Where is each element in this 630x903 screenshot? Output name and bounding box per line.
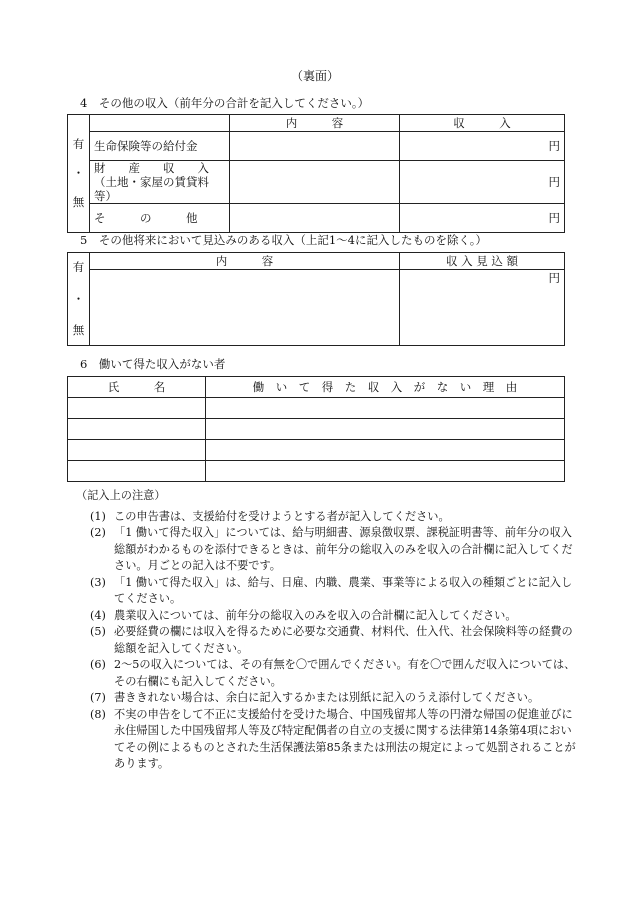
section4-no-label: 無: [72, 195, 85, 209]
table-row: [68, 419, 565, 440]
section5-availability: [68, 253, 90, 346]
section6-header-reason: 働 い て 得 た 収 入 が な い 理 由: [206, 377, 565, 398]
yen-unit: 円: [548, 139, 560, 153]
reason-cell[interactable]: [206, 419, 565, 440]
note-text: 書ききれない場合は、余白に記入するかまたは別紙に記入のうえ添付してください。: [114, 691, 540, 704]
row-label-other: そ の 他: [90, 204, 230, 233]
note-number: (2): [90, 526, 106, 539]
section5-table: [67, 252, 565, 346]
section4-header-blank: [90, 115, 230, 132]
note-item: [80, 608, 580, 625]
other-income-cell[interactable]: [400, 204, 565, 233]
table-row: [68, 440, 565, 461]
notes-heading: （記入上の注意）: [76, 489, 166, 502]
section4-dot: ・: [72, 166, 85, 180]
table-row: [68, 132, 565, 161]
note-item: [80, 624, 580, 657]
section5-no-label: 無: [72, 323, 85, 337]
name-cell[interactable]: [68, 398, 206, 419]
note-text: この申告書は、支援給付を受けようとする者が記入してください。: [114, 509, 450, 523]
reason-cell[interactable]: [206, 398, 565, 419]
section5-yes-label: 有: [72, 260, 85, 274]
insurance-content-cell[interactable]: [230, 132, 400, 161]
note-item: [80, 690, 580, 707]
reason-cell[interactable]: [206, 461, 565, 482]
note-number: (8): [90, 707, 106, 721]
name-cell[interactable]: [68, 419, 206, 440]
note-number: (3): [90, 575, 106, 589]
section5-heading: 5 その他将来において見込みのある収入（上記1～4に記入したものを除く。）: [80, 233, 487, 247]
section5-header-content: 内 容: [90, 253, 400, 270]
section4-yes-label: 有: [72, 137, 85, 151]
table-row: [68, 161, 565, 204]
note-number: (4): [90, 608, 106, 622]
page-title: （裏面）: [290, 69, 339, 83]
note-text: 「1 働いて得た収入」は、給与、日雇、内職、農業、事業等による収入の種類ごとに記入してください。: [114, 575, 573, 605]
name-cell[interactable]: [68, 461, 206, 482]
note-item: [80, 509, 580, 526]
section6-table: [67, 376, 565, 482]
note-item: [80, 575, 580, 608]
note-text: 2～5の収入については、その有無を〇で囲んでください。有を〇で囲んだ収入については、その右欄にも記入してください。: [114, 658, 576, 688]
property-label: 財 産 収 入: [94, 161, 209, 175]
yen-unit: 円: [548, 211, 560, 225]
property-income-cell[interactable]: [400, 161, 565, 204]
section5-dot: ・: [72, 292, 85, 306]
note-text: 不実の申告をして不正に支援給付を受けた場合、中国残留邦人等の円滑な帰国の促進並びに永住帰国した中国残留邦人等及び特定配偶者の自立の支援に関する法律第14条第4項においてその例によるものとされた生活保護法第85条または刑法の規定によって処罰されることがあります。: [114, 707, 576, 770]
note-text: 必要経費の欄には収入を得るために必要な交通費、材料代、仕入代、社会保険料等の経費の総額を記入してください。: [114, 625, 573, 655]
yen-unit: 円: [548, 175, 560, 189]
table-row: [68, 398, 565, 419]
note-number: (7): [90, 691, 106, 704]
row-label-property: [90, 161, 230, 204]
section4-header-content: 内 容: [230, 115, 400, 132]
note-number: (6): [90, 658, 106, 671]
name-cell[interactable]: [68, 440, 206, 461]
table-row: [68, 461, 565, 482]
insurance-income-cell[interactable]: [400, 132, 565, 161]
row-label-insurance: 生命保険等の給付金: [90, 132, 230, 161]
note-item: [80, 657, 580, 690]
property-content-cell[interactable]: [230, 161, 400, 204]
note-item: [80, 525, 580, 575]
table-row: [68, 204, 565, 233]
note-number: (1): [90, 509, 106, 523]
reason-cell[interactable]: [206, 440, 565, 461]
note-number: (5): [90, 625, 106, 638]
section5-header-amount: 収 入 見 込 額: [400, 253, 565, 270]
notes-section: [76, 488, 580, 773]
future-income-content-cell[interactable]: [90, 270, 400, 346]
other-content-cell[interactable]: [230, 204, 400, 233]
section6-header-name: 氏 名: [68, 377, 206, 398]
section4-availability: [68, 115, 90, 233]
section4-table: [67, 114, 565, 233]
note-item: [80, 707, 580, 773]
future-income-amount-cell[interactable]: [400, 270, 565, 346]
property-sublabel: （土地・家屋の賃貸料等）: [94, 175, 209, 203]
note-text: 農業収入については、前年分の総収入のみを収入の合計欄に記入してください。: [114, 608, 517, 622]
section4-header-income: 収 入: [400, 115, 565, 132]
section6-heading: 6 働いて得た収入がない者: [80, 357, 226, 371]
yen-unit: 円: [548, 271, 560, 286]
note-text: 「1 働いて得た収入」については、給与明細書、源泉徴収票、課税証明書等、前年分の収入総額がわかるものを添付できるときは、前年分の総収入のみを収入の合計欄に記入してください。月ごとの記入は不要です。: [114, 526, 573, 572]
table-row: [68, 270, 565, 346]
section4-heading: 4 その他の収入（前年分の合計を記入してください。）: [80, 96, 370, 110]
